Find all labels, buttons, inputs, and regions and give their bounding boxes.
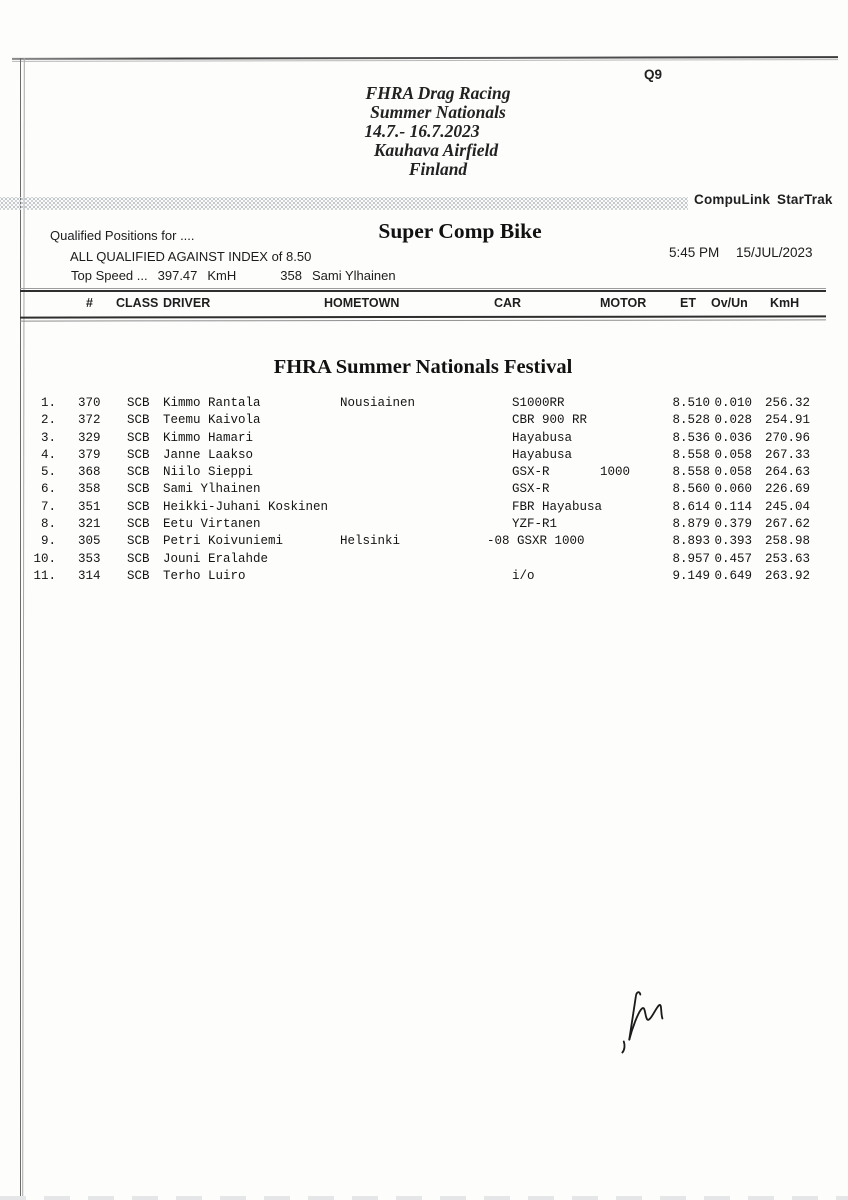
car-number: 379 — [78, 447, 101, 462]
class-code: SCB — [127, 482, 150, 497]
car-model: S1000RR — [512, 396, 565, 410]
car-number: 314 — [78, 568, 101, 583]
class-code: SCB — [127, 517, 150, 532]
speed-kmh: 253.63 — [764, 551, 810, 566]
speed-kmh: 264.63 — [764, 465, 810, 480]
column-header-class: CLASS — [116, 296, 159, 310]
elapsed-time: 8.879 — [672, 517, 710, 532]
table-row — [0, 413, 848, 430]
over-under-index: 0.649 — [714, 568, 752, 583]
event-header — [318, 84, 558, 179]
column-header-driver: DRIVER — [163, 296, 211, 310]
qualify-position: 4. — [40, 447, 56, 462]
top-speed-line — [71, 268, 396, 283]
results-table — [0, 396, 848, 586]
class-code: SCB — [127, 447, 150, 462]
qualify-position: 3. — [40, 430, 56, 445]
car-number: 329 — [78, 430, 101, 445]
speed-kmh: 256.32 — [764, 396, 810, 410]
table-row — [0, 569, 848, 586]
qualify-position: 1. — [40, 396, 56, 410]
over-under-index: 0.393 — [714, 534, 752, 549]
driver-name: Niilo Sieppi — [163, 465, 254, 480]
column-header-position: # — [86, 296, 93, 310]
over-under-index: 0.060 — [714, 482, 752, 497]
over-under-index: 0.379 — [714, 517, 752, 532]
elapsed-time: 9.149 — [672, 568, 710, 583]
speed-kmh: 245.04 — [764, 499, 810, 514]
car-number: 370 — [78, 396, 101, 410]
over-under-index: 0.010 — [714, 396, 752, 410]
top-speed-unit: KmH — [207, 268, 237, 283]
driver-name: Teemu Kaivola — [163, 413, 261, 428]
hometown: Helsinki — [340, 534, 401, 549]
column-header-car: CAR — [494, 296, 522, 310]
class-code: SCB — [127, 551, 150, 566]
speed-kmh: 254.91 — [764, 413, 810, 428]
event-country-line: Finland — [408, 159, 468, 179]
over-under-index: 0.036 — [714, 430, 752, 445]
elapsed-time: 8.558 — [672, 465, 710, 480]
over-under-index: 0.058 — [714, 465, 752, 480]
top-speed-value: 397.47 — [157, 268, 198, 283]
car-model: GSX-R — [512, 465, 550, 480]
driver-name: Terho Luiro — [163, 568, 246, 583]
table-row — [0, 431, 848, 448]
table-top-rule — [20, 288, 826, 292]
speed-kmh: 263.92 — [764, 568, 810, 583]
elapsed-time: 8.893 — [672, 534, 710, 549]
qualify-position: 2. — [40, 413, 56, 428]
class-code: SCB — [127, 499, 150, 514]
driver-name: Kimmo Hamari — [163, 430, 254, 445]
page-left-border — [20, 58, 25, 1200]
table-row — [0, 517, 848, 534]
halftone-band — [0, 197, 688, 210]
table-row — [0, 482, 848, 499]
elapsed-time: 8.510 — [672, 396, 710, 410]
car-number: 368 — [78, 465, 101, 480]
car-model: GSX-R — [512, 482, 550, 497]
qualify-position: 7. — [40, 499, 56, 514]
over-under-index: 0.058 — [714, 447, 752, 462]
handwritten-signature — [598, 982, 690, 1066]
car-number: 372 — [78, 413, 101, 428]
hometown: Nousiainen — [340, 396, 416, 410]
event-title-line: Summer Nationals — [370, 102, 506, 122]
car-model: YZF-R1 — [512, 517, 558, 532]
qualify-position: 6. — [40, 482, 56, 497]
speed-kmh: 267.33 — [764, 447, 810, 462]
car-number: 358 — [78, 482, 101, 497]
driver-name: Eetu Virtanen — [163, 517, 261, 532]
section-title: FHRA Summer Nationals Festival — [273, 356, 573, 378]
elapsed-time: 8.560 — [672, 482, 710, 497]
run-label: Q9 — [644, 67, 663, 82]
qualify-position: 9. — [40, 534, 56, 549]
qualify-position: 5. — [40, 465, 56, 480]
table-row — [0, 465, 848, 482]
driver-name: Janne Laakso — [163, 447, 254, 462]
print-time: 5:45 PM — [669, 245, 720, 260]
speed-kmh: 226.69 — [764, 482, 810, 497]
driver-name: Sami Ylhainen — [163, 482, 261, 497]
over-under-index: 0.114 — [714, 499, 752, 514]
car-model: Hayabusa — [512, 430, 573, 445]
table-row — [0, 552, 848, 569]
page-top-border — [12, 56, 838, 62]
table-row — [0, 396, 848, 413]
qualified-positions-label: Qualified Positions for .... — [50, 228, 195, 243]
car-model: -08 GSXR 1000 — [487, 534, 585, 549]
top-speed-holder-name: Sami Ylhainen — [311, 268, 396, 283]
table-row — [0, 500, 848, 517]
event-date-line: 14.7.- 16.7.2023 — [364, 121, 480, 141]
column-header-over-under: Ov/Un — [711, 296, 748, 310]
class-code: SCB — [127, 568, 150, 583]
driver-name: Petri Koivuniemi — [163, 534, 284, 549]
elapsed-time: 8.957 — [672, 551, 710, 566]
top-speed-label: Top Speed ... — [71, 268, 148, 283]
driver-name: Kimmo Rantala — [163, 396, 261, 410]
elapsed-time: 8.536 — [672, 430, 710, 445]
qualify-position: 11. — [33, 568, 56, 583]
class-code: SCB — [127, 534, 150, 549]
class-title: Super Comp Bike — [378, 219, 542, 243]
motor: 1000 — [600, 465, 631, 480]
timing-system-brand: CompuLink StarTrak — [694, 192, 833, 207]
table-column-headers — [0, 296, 848, 312]
table-row — [0, 534, 848, 551]
index-line: ALL QUALIFIED AGAINST INDEX of 8.50 — [70, 249, 312, 264]
speed-kmh: 267.62 — [764, 517, 810, 532]
qualify-position: 8. — [40, 517, 56, 532]
elapsed-time: 8.614 — [672, 499, 710, 514]
driver-name: Heikki-Juhani Koskinen — [163, 499, 329, 514]
class-code: SCB — [127, 430, 150, 445]
over-under-index: 0.457 — [714, 551, 752, 566]
speed-kmh: 270.96 — [764, 430, 810, 445]
table-row — [0, 448, 848, 465]
column-header-kmh: KmH — [770, 296, 800, 310]
elapsed-time: 8.528 — [672, 413, 710, 428]
car-number: 305 — [78, 534, 101, 549]
print-date: 15/JUL/2023 — [736, 245, 813, 260]
car-number: 351 — [78, 499, 101, 514]
driver-name: Jouni Eralahde — [163, 551, 269, 566]
event-venue-line: Kauhava Airfield — [373, 140, 499, 160]
column-header-motor: MOTOR — [600, 296, 647, 310]
car-model: Hayabusa — [512, 447, 573, 462]
car-number: 353 — [78, 551, 101, 566]
column-header-hometown: HOMETOWN — [324, 296, 400, 310]
over-under-index: 0.028 — [714, 413, 752, 428]
qualify-position: 10. — [33, 551, 56, 566]
scan-edge-artifact — [0, 1196, 848, 1200]
elapsed-time: 8.558 — [672, 447, 710, 462]
event-title-line: FHRA Drag Racing — [365, 83, 511, 103]
column-header-et: ET — [680, 296, 696, 310]
car-number: 321 — [78, 517, 101, 532]
class-code: SCB — [127, 396, 150, 410]
table-header-rule — [20, 315, 826, 321]
speed-kmh: 258.98 — [764, 534, 810, 549]
top-speed-holder-number: 358 — [280, 268, 302, 283]
class-code: SCB — [127, 465, 150, 480]
car-model: FBR Hayabusa — [512, 499, 603, 514]
car-model: i/o — [512, 568, 535, 583]
class-code: SCB — [127, 413, 150, 428]
car-model: CBR 900 RR — [512, 413, 588, 428]
